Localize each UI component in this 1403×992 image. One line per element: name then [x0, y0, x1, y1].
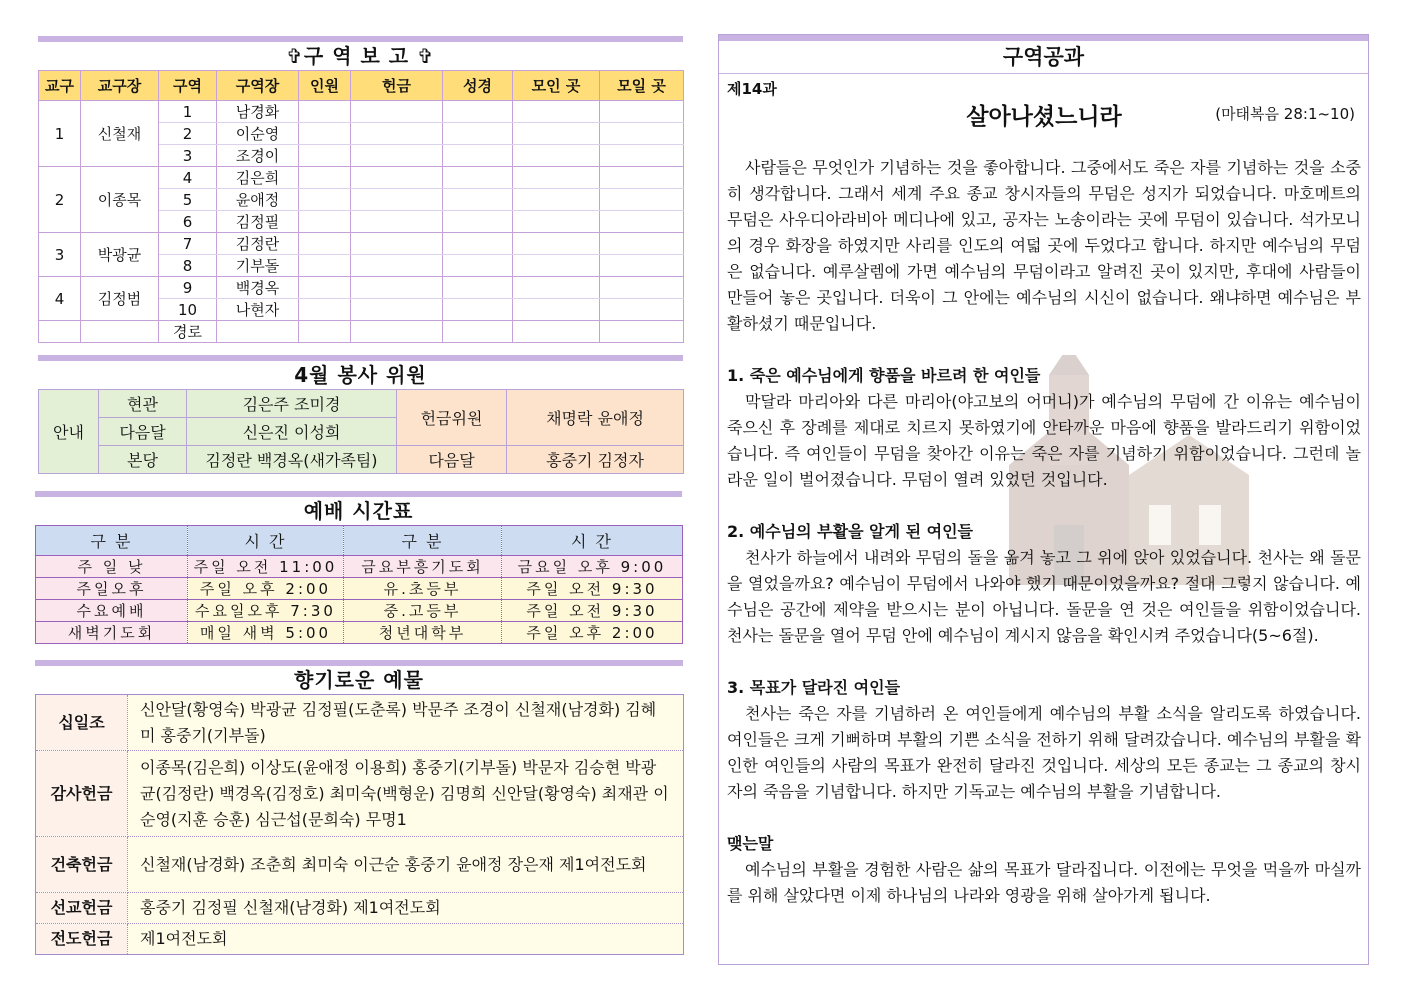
attendance-cell[interactable]	[299, 123, 351, 145]
lesson-intro: 사람들은 무엇인가 기념하는 것을 좋아합니다. 그중에서도 죽은 자를 기념하는 것을 소중히 생각합니다. 그래서 세계 주요 종교 창시자들의 무덤은 성지가 되었습니다. 마호메트의 무덤은 사우디아라비아 메디나에 있고, 공자는 노송이라는 곳에 무덤이 있습니다. 석가모니의 경우 화장을 하였지만 사리를 인도의 여덟 곳에 두었다고 합니다. 하지만 예수님의 무덤은 없습니다. 예루살렘에 가면 예수님의 무덤이라고 알려진 곳이 있지만, 후대에 사람들이 만들어 놓은 곳입니다. 더욱이 그 안에는 예수님의 시신이 없습니다. 왜냐하면 예수님은 부활하셨기 때문입니다.	[727, 158, 1361, 333]
table-row	[36, 695, 684, 751]
offering-cell[interactable]	[351, 321, 443, 343]
scripture-reference: (마태복음 28:1~10)	[1215, 105, 1355, 123]
offering-cell[interactable]	[351, 299, 443, 321]
volunteer-panel	[38, 355, 683, 474]
attendance-cell[interactable]	[299, 101, 351, 123]
offering-table	[35, 694, 684, 955]
offering-names: 이종목(김은희) 이상도(윤애정 이용희) 홍중기(기부돌) 박문자 김승현 박광균(김정란) 백경옥(김정호) 최미숙(백형운) 김명희 신안달(황영숙) 최재관 이순영(지훈 승훈) 심근섭(문희숙) 무명1	[128, 751, 684, 837]
offering-names: 신안달(황영숙) 박광균 김정필(도춘록) 박문주 조경이 신철재(남경화) 김혜미 홍중기(기부돌)	[128, 695, 684, 751]
guide-label: 안내	[39, 390, 99, 474]
schedule-header-row	[36, 526, 683, 556]
lesson-heading-row	[727, 98, 1361, 138]
table-row	[36, 556, 683, 578]
offering-names: 제1여전도회	[128, 924, 684, 955]
offering-type-label: 전도헌금	[36, 924, 128, 955]
met-place-cell[interactable]	[513, 299, 600, 321]
header-attendance: 인원	[299, 71, 351, 101]
district-leader: 백경옥	[217, 277, 299, 299]
parish-number: 3	[39, 233, 81, 277]
section-heading: 3. 목표가 달라진 여인들	[727, 678, 901, 697]
service-name: 주 일 낮	[36, 556, 188, 578]
table-row	[36, 751, 684, 837]
met-place-cell[interactable]	[513, 145, 600, 167]
offering-cell[interactable]	[351, 233, 443, 255]
service-time: 주일 오후 2:00	[188, 578, 344, 600]
lesson-panel	[718, 34, 1369, 965]
next-place-cell[interactable]	[600, 101, 684, 123]
header-service: 구 분	[36, 526, 188, 556]
table-row	[39, 321, 684, 343]
district-leader: 기부돌	[217, 255, 299, 277]
conclusion-heading: 맺는말	[727, 834, 774, 853]
parish-leader: 박광균	[81, 233, 159, 277]
table-row	[39, 390, 684, 418]
attendance-cell[interactable]	[299, 277, 351, 299]
parish-number	[39, 321, 81, 343]
bible-cell[interactable]	[443, 321, 513, 343]
schedule-title: 예배 시간표	[303, 499, 414, 523]
district-leader: 이순영	[217, 123, 299, 145]
bible-cell[interactable]	[443, 145, 513, 167]
next-place-cell[interactable]	[600, 189, 684, 211]
bible-cell[interactable]	[443, 167, 513, 189]
lesson-header: 구역공과	[719, 41, 1368, 74]
district-number: 9	[159, 277, 217, 299]
met-place-cell[interactable]	[513, 277, 600, 299]
bible-cell[interactable]	[443, 277, 513, 299]
next-place-cell[interactable]	[600, 233, 684, 255]
met-place-cell[interactable]	[513, 211, 600, 233]
bible-cell[interactable]	[443, 101, 513, 123]
header-bible: 성경	[443, 71, 513, 101]
next-place-cell[interactable]	[600, 211, 684, 233]
header-district-leader: 구역장	[217, 71, 299, 101]
district-report-panel	[38, 36, 683, 343]
volunteer-names: 신은진 이성희	[187, 418, 397, 446]
table-row	[36, 622, 683, 644]
next-place-cell[interactable]	[600, 277, 684, 299]
next-month-names: 홍중기 김정자	[507, 446, 684, 474]
section-body: 천사가 하늘에서 내려와 무덤의 돌을 옮겨 놓고 그 위에 앉아 있었습니다. 천사는 왜 돌문을 열었을까요? 예수님이 무덤에서 나와야 했기 때문이었을까요? 절대 그렇지 않습니다. 예수님은 공간에 제약을 받으시는 분이 아닙니다. 돌문을 연 것은 여인들을 위함이었습니다. 천사는 돌문을 열어 무덤 안에 예수님이 계시지 않음을 확인시켜 주었습니다(5~6절).	[727, 548, 1361, 645]
met-place-cell[interactable]	[513, 101, 600, 123]
offering-committee-label: 헌금위원	[397, 390, 507, 446]
offering-names: 신철재(남경화) 조춘희 최미숙 이근순 홍중기 윤애정 장은재 제1여전도회	[128, 837, 684, 893]
volunteer-names: 김은주 조미경	[187, 390, 397, 418]
district-number: 8	[159, 255, 217, 277]
district-leader: 나현자	[217, 299, 299, 321]
table-row	[39, 277, 684, 299]
header-district: 구역	[159, 71, 217, 101]
offering-panel	[35, 660, 683, 955]
next-place-cell[interactable]	[600, 255, 684, 277]
service-name: 새벽기도회	[36, 622, 188, 644]
bible-cell[interactable]	[443, 123, 513, 145]
parish-leader: 이종목	[81, 167, 159, 233]
service-time: 주일 오전 9:30	[502, 578, 683, 600]
service-time: 매일 새벽 5:00	[188, 622, 344, 644]
district-number: 5	[159, 189, 217, 211]
table-row	[39, 101, 684, 123]
service-time: 수요일오후 7:30	[188, 600, 344, 622]
offering-committee-names: 채명락 윤애정	[507, 390, 684, 446]
attendance-cell[interactable]	[299, 211, 351, 233]
worship-schedule-panel	[35, 491, 682, 644]
section-body: 천사는 죽은 자를 기념하러 온 여인들에게 예수님의 부활 소식을 알리도록 하였습니다. 여인들은 크게 기뻐하며 부활의 기쁜 소식을 전하기 위해 달려갔습니다. 예수님의 부활을 확인한 여인들의 사람의 목표가 완전히 달라진 것입니다. 세상의 모든 종교는 그 종교의 창시자의 죽음을 기념합니다. 하지만 기독교는 예수님의 부활을 기념합니다.	[727, 704, 1361, 801]
district-report-table	[38, 70, 684, 343]
volunteer-names: 김정란 백경옥(새가족팀)	[187, 446, 397, 474]
district-leader: 윤애정	[217, 189, 299, 211]
table-row	[36, 924, 684, 955]
met-place-cell[interactable]	[513, 255, 600, 277]
report-title: ✞구 역 보 고 ✞	[286, 44, 435, 68]
service-name: 수요예배	[36, 600, 188, 622]
section-heading: 2. 예수님의 부활을 알게 된 여인들	[727, 522, 973, 541]
table-row	[39, 167, 684, 189]
met-place-cell[interactable]	[513, 321, 600, 343]
offering-cell[interactable]	[351, 277, 443, 299]
parish-leader: 김정범	[81, 277, 159, 321]
elder-district-label: 경로	[159, 321, 217, 343]
attendance-cell[interactable]	[299, 321, 351, 343]
report-header-row	[39, 71, 684, 101]
table-row	[39, 233, 684, 255]
district-leader: 김정필	[217, 211, 299, 233]
header-time: 시 간	[502, 526, 683, 556]
table-row	[39, 446, 684, 474]
offering-cell[interactable]	[351, 211, 443, 233]
service-name: 청년대학부	[344, 622, 502, 644]
next-place-cell[interactable]	[600, 299, 684, 321]
met-place-cell[interactable]	[513, 189, 600, 211]
place-label: 다음달	[99, 418, 187, 446]
met-place-cell[interactable]	[513, 167, 600, 189]
service-time: 주일 오후 2:00	[502, 622, 683, 644]
header-met-place: 모인 곳	[513, 71, 600, 101]
attendance-cell[interactable]	[299, 255, 351, 277]
attendance-cell[interactable]	[299, 299, 351, 321]
header-parish: 교구	[39, 71, 81, 101]
district-leader: 김은희	[217, 167, 299, 189]
section-heading: 1. 죽은 예수님에게 향품을 바르려 한 여인들	[727, 366, 1041, 385]
header-parish-leader: 교구장	[81, 71, 159, 101]
conclusion-body: 예수님의 부활을 경험한 사람은 삶의 목표가 달라집니다. 이전에는 무엇을 먹을까 마실까를 위해 살았다면 이제 하나님의 나라와 영광을 위해 살아가게 됩니다.	[727, 860, 1361, 905]
met-place-cell[interactable]	[513, 123, 600, 145]
volunteer-table	[38, 389, 684, 474]
bible-cell[interactable]	[443, 233, 513, 255]
offering-cell[interactable]	[351, 123, 443, 145]
next-place-cell[interactable]	[600, 145, 684, 167]
service-name: 유.초등부	[344, 578, 502, 600]
header-next-place: 모일 곳	[600, 71, 684, 101]
table-row	[36, 578, 683, 600]
attendance-cell[interactable]	[299, 145, 351, 167]
attendance-cell[interactable]	[299, 189, 351, 211]
offering-title: 향기로운 예물	[294, 668, 424, 692]
attendance-cell[interactable]	[299, 233, 351, 255]
place-label: 현관	[99, 390, 187, 418]
section-body: 막달라 마리아와 다른 마리아(야고보의 어머니)가 예수님의 무덤에 간 이유는 예수님이 죽으신 후 장례를 제대로 치르지 못하였기에 안타까운 마음에 향품을 발라드리기 위함이었습니다. 즉 여인들이 무덤을 찾아간 이유는 죽은 자를 기념하기 위함이었습니다. 그런데 놀라운 일이 벌어졌습니다. 무덤이 열려 있었던 것입니다.	[727, 392, 1361, 489]
place-label: 본당	[99, 446, 187, 474]
district-leader: 남경화	[217, 101, 299, 123]
service-time: 주일 오전 11:00	[188, 556, 344, 578]
parish-leader	[81, 321, 159, 343]
offering-cell[interactable]	[351, 167, 443, 189]
header-offering: 헌금	[351, 71, 443, 101]
table-row	[36, 837, 684, 893]
lesson-title: 살아나셨느니라	[966, 104, 1122, 130]
next-place-cell[interactable]	[600, 167, 684, 189]
service-name: 중.고등부	[344, 600, 502, 622]
parish-leader: 신철재	[81, 101, 159, 167]
lesson-number: 제14과	[727, 80, 777, 98]
district-leader: 조경이	[217, 145, 299, 167]
next-month-label: 다음달	[397, 446, 507, 474]
header-time: 시 간	[188, 526, 344, 556]
header-service: 구 분	[344, 526, 502, 556]
service-name: 주일오후	[36, 578, 188, 600]
district-number: 4	[159, 167, 217, 189]
district-number: 3	[159, 145, 217, 167]
bible-cell[interactable]	[443, 299, 513, 321]
district-number: 2	[159, 123, 217, 145]
district-leader[interactable]	[217, 321, 299, 343]
parish-number: 4	[39, 277, 81, 321]
district-leader: 김정란	[217, 233, 299, 255]
next-place-cell[interactable]	[600, 321, 684, 343]
bible-cell[interactable]	[443, 211, 513, 233]
table-row	[36, 600, 683, 622]
offering-names: 홍중기 김정필 신철재(남경화) 제1여전도회	[128, 893, 684, 924]
offering-cell[interactable]	[351, 145, 443, 167]
district-number: 1	[159, 101, 217, 123]
parish-number: 2	[39, 167, 81, 233]
service-name: 금요부흥기도회	[344, 556, 502, 578]
worship-schedule-table	[35, 525, 683, 644]
next-place-cell[interactable]	[600, 123, 684, 145]
bible-cell[interactable]	[443, 189, 513, 211]
table-row	[36, 893, 684, 924]
offering-cell[interactable]	[351, 189, 443, 211]
offering-type-label: 감사헌금	[36, 751, 128, 837]
attendance-cell[interactable]	[299, 167, 351, 189]
volunteer-title: 4월 봉사 위원	[294, 363, 427, 387]
offering-type-label: 선교헌금	[36, 893, 128, 924]
district-number: 6	[159, 211, 217, 233]
district-number: 10	[159, 299, 217, 321]
offering-cell[interactable]	[351, 255, 443, 277]
district-number: 7	[159, 233, 217, 255]
offering-type-label: 건축헌금	[36, 837, 128, 893]
service-time: 금요일 오후 9:00	[502, 556, 683, 578]
offering-cell[interactable]	[351, 101, 443, 123]
offering-type-label: 십일조	[36, 695, 128, 751]
lesson-content	[719, 80, 1368, 909]
bible-cell[interactable]	[443, 255, 513, 277]
parish-number: 1	[39, 101, 81, 167]
met-place-cell[interactable]	[513, 233, 600, 255]
service-time: 주일 오전 9:30	[502, 600, 683, 622]
